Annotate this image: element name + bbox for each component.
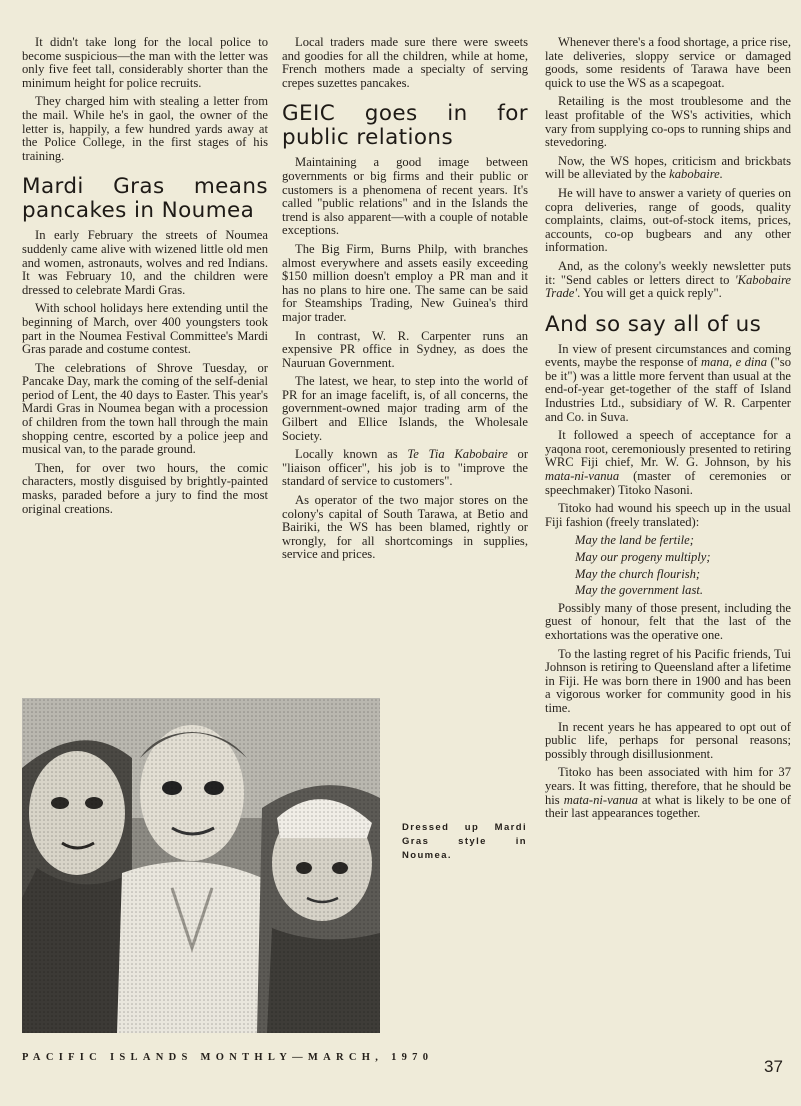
paragraph: In early February the streets of Noumea suddenly came alive with wizened little old men and women, astronauts, wolves and red Indians. It was February 10, and the children were dressed to celebrate Mardi Gras.: [22, 228, 268, 297]
article-column-3: [545, 36, 791, 826]
paragraph: Now, the WS hopes, criticism and brickbats will be alleviated by the kabobaire.: [545, 153, 791, 182]
paragraph: Local traders made sure there were sweets and goodies for all the children, while at home, French mothers made a specialty of serving crepes suzettes pancakes.: [282, 35, 528, 90]
paragraph: He will have to answer a variety of queries on copra deliveries, range of goods, quality complaints, claims, out-of-stock items, prices, accounts, co-op bugbears and any other information.: [545, 185, 791, 255]
article-column-2: [282, 36, 528, 567]
paragraph: The Big Firm, Burns Philp, with branches almost everywhere and assets easily exceeding $150 million doesn't employ a PR man and it has no plans to hire one. The same can be said for Steamships Trading, New Guinea's third major trader.: [282, 241, 528, 324]
paragraph: The celebrations of Shrove Tuesday, or Pancake Day, mark the coming of the self-denial period of Lent, the 40 days to Easter. This year's Mardi Gras in Noumea began with a procession of children from the town hall through the main shopping centre, escorted by a police jeep and musical van, to the parade ground.: [22, 360, 268, 457]
page-number: 37: [764, 1057, 783, 1076]
paragraph: Then, for over two hours, the comic characters, mostly disguised by brightly-painted masks, paraded before a jury to find the most original creations.: [22, 460, 268, 516]
masked-children-image: [22, 698, 380, 1033]
paragraph: Titoko has been associated with him for 37 years. It was fitting, therefore, that he should be his mata-ni-vanua at what is likely to be one of their last appearances together.: [545, 765, 791, 821]
poem-verses: [575, 534, 791, 597]
paragraph: In view of present circumstances and coming events, maybe the response of mana, e dina ("so be it") was a little more fervent than usual at the end-of-year get-together of the staff of Island Industries Ltd., subsidiary of W. R. Carpenter and Co. in Suva.: [545, 341, 792, 424]
mardi-gras-photo: [22, 698, 380, 1033]
paragraph: The latest, we hear, to step into the world of PR for an image facelift, is, of all concerns, the government-owned major trading arm of the Gilbert and Ellice Islands, the Wholesale Society.: [282, 374, 528, 443]
paragraph: In contrast, W. R. Carpenter runs an expensive PR office in Sydney, as does the Nauruan Government.: [282, 328, 528, 370]
paragraph: To the lasting regret of his Pacific friends, Tui Johnson is retiring to Queensland after a lifetime in Fiji. He was born there in 1900 and has been a vigorous worker for community good in his time.: [545, 646, 791, 715]
paragraph: Maintaining a good image between governments or big firms and their public or customers is a phenomena of recent years. It's called "public relations" and in the Islands the trend is also apparent—with a couple of notable exceptions.: [282, 155, 528, 238]
headline-so-say-all: And so say all of us: [545, 311, 762, 337]
headline-geic: GEIC goes in for public relations: [282, 101, 528, 151]
magazine-footer: PACIFIC ISLANDS MONTHLY—MARCH, 1970: [22, 1052, 434, 1063]
poem-line: May the government last.: [575, 583, 704, 598]
poem-line: May the church flourish;: [575, 566, 701, 581]
paragraph: As operator of the two major stores on the colony's capital of South Tarawa, at Betio and Bairiki, the WS has been blamed, rightly or wrongly, for all shortcomings in supplies, service and prices.: [282, 493, 528, 562]
poem-line: May our progeny multiply;: [575, 550, 711, 564]
paragraph: Locally known as Te Tia Kabobaire or "liaison officer", his job is to "improve the standard of service to customers".: [282, 447, 529, 489]
paragraph: It didn't take long for the local police to become suspicious—the man with the letter was only five feet tall, considerably shorter than the minimum height for police recruits.: [22, 35, 268, 90]
article-column-1: [22, 36, 268, 521]
paragraph: It followed a speech of acceptance for a yaqona root, ceremoniously presented to retiring WRC Fiji chief, Mr. W. G. Johnson, by his mata-ni-vanua (master of ceremonies or speechmaker) Titoko Nasoni.: [545, 428, 791, 497]
photo-caption: Dressed up Mardi Gras style in Noumea.: [402, 822, 527, 861]
headline-mardi-gras: Mardi Gras means pancakes in Noumea: [22, 174, 268, 224]
paragraph: Possibly many of those present, including the guest of honour, felt that the last of the exhortations was the operative one.: [545, 600, 791, 642]
poem-line: May the land be fertile;: [575, 533, 694, 548]
paragraph: They charged him with stealing a letter from the mail. While he's in gaol, the owner of the letter is, happily, a few hundred yards away at the Police College, in the first stages of his training.: [22, 94, 268, 163]
paragraph: Retailing is the most troublesome and the least profitable of the WS's activities, which vary from supplying co-ops to running ships and stevedoring.: [545, 94, 791, 150]
paragraph: With school holidays here extending until the beginning of March, over 400 youngsters took part in the Noumea Festival Committee's Mardi Gras parade and costume contest.: [22, 301, 268, 357]
paragraph: In recent years he has appeared to opt out of public life, perhaps for personal reasons; possibly through disillusionment.: [545, 719, 791, 761]
paragraph: And, as the colony's weekly newsletter puts it: "Send cables or letters direct to 'Kabobaire Trade'. You will get a quick reply".: [545, 258, 791, 301]
paragraph: Titoko had wound his speech up in the usual Fiji fashion (freely translated):: [545, 501, 791, 529]
paragraph: Whenever there's a food shortage, a price rise, late deliveries, sloppy service or damaged goods, some residents of Tarawa have been quick to use the WS as a scapegoat.: [545, 35, 791, 90]
